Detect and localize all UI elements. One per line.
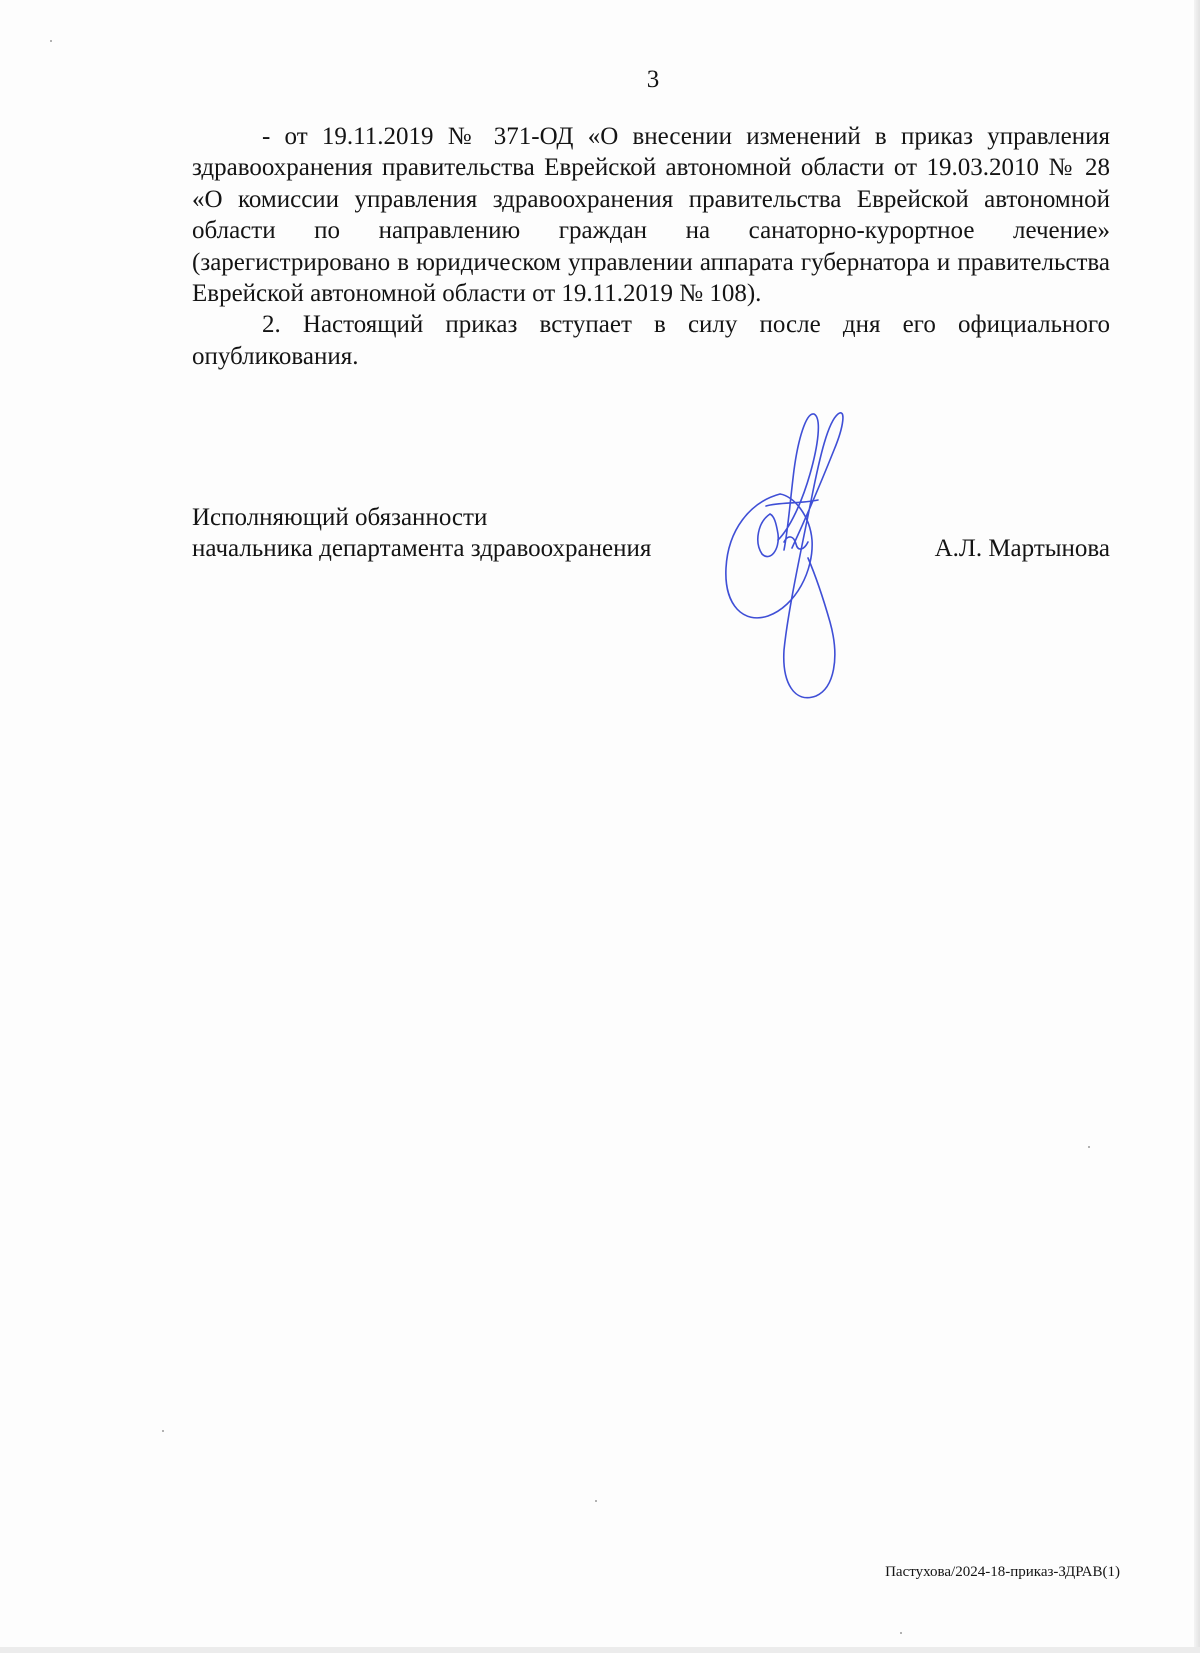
- handwritten-signature-icon: [722, 410, 902, 715]
- signatory-position-line1: Исполняющий обязанности: [192, 504, 488, 531]
- page-number: 3: [646, 66, 660, 93]
- paragraph-effective-date: 2. Настоящий приказ вступает в силу после дня его официального опубликования.: [192, 311, 1110, 370]
- scan-speck: [900, 1632, 902, 1634]
- signatory-position-line2: начальника департамента здравоохранения: [192, 535, 652, 563]
- scan-edge-bottom: [0, 1647, 1200, 1653]
- paragraph-amendment-list-item: - от 19.11.2019 № 371-ОД «О внесении изменений в приказ управления здравоохранения правительства Еврейской автономной области от 19.03.2010 № 28 «О комиссии управления здравоохранения правительства Еврейской автономной области по направлению граждан на санаторно-курортное лечение» (зарегистрировано в юридическом управлении аппарата губернатора и правительства Еврейской автономной области от 19.11.2019 № 108).: [192, 123, 1110, 308]
- signatory-name: А.Л. Мартынова: [934, 535, 1110, 563]
- signature-block: [192, 502, 1110, 565]
- document-body: [192, 121, 1110, 372]
- scan-speck: [595, 1500, 597, 1502]
- footer-reference: Пастухова/2024-18-приказ-ЗДРАВ(1): [885, 1564, 1120, 1580]
- scan-edge-right: [1194, 0, 1200, 1653]
- scan-speck: [50, 40, 52, 42]
- scan-speck: [1088, 1146, 1090, 1148]
- scan-speck: [162, 1430, 164, 1432]
